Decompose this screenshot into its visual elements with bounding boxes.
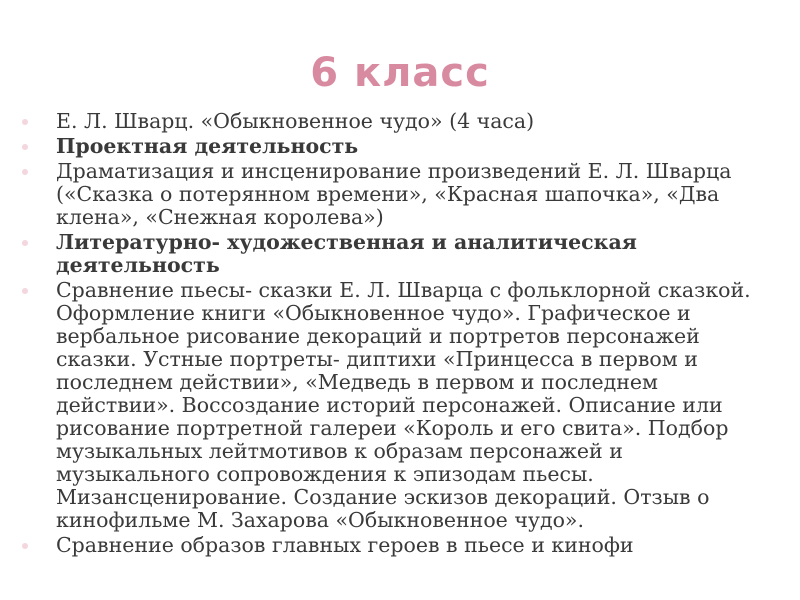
list-item bbox=[20, 279, 780, 532]
list-item bbox=[20, 534, 780, 557]
list-item-text: Сравнение образов главных героев в пьесе и кинофи bbox=[56, 533, 634, 557]
list-item-text: Е. Л. Шварц. «Обыкновенное чудо» (4 часа) bbox=[56, 109, 535, 133]
bullet-dot-icon bbox=[22, 119, 28, 125]
bullet-dot-icon bbox=[22, 543, 28, 549]
list-item-heading bbox=[20, 231, 780, 277]
list-item-text: Сравнение пьесы- сказки Е. Л. Шварца с фольклорной сказкой. Оформление книги «Обыкновенное чудо». Графическое и вербальное рисование декораций и портретов персонажей сказки. Устные портреты- диптихи «Принцесса в первом и последнем действии», «Медведь в первом и последнем действии». Воссоздание историй персонажей. Описание или рисование портретной галереи «Король и его свита». Подбор музыкальных лейтмотивов к образам персонажей и музыкального сопровождения к эпизодам пьесы. Мизансценирование. Создание эскизов декораций. Отзыв о кинофильме М. Захарова «Обыкновенное чудо». bbox=[56, 278, 751, 532]
bullet-dot-icon bbox=[22, 288, 28, 294]
bullet-list bbox=[20, 110, 780, 559]
list-item bbox=[20, 160, 780, 229]
bullet-dot-icon bbox=[22, 240, 28, 246]
bullet-dot-icon bbox=[22, 169, 28, 175]
list-item bbox=[20, 110, 780, 133]
list-item-text: Драматизация и инсценирование произведений Е. Л. Шварца («Сказка о потерянном времени», «Красная шапочка», «Два клена», «Снежная королева») bbox=[56, 159, 732, 229]
list-item-text: Литературно- художественная и аналитическая деятельность bbox=[56, 230, 637, 277]
list-item-text: Проектная деятельность bbox=[56, 134, 359, 158]
slide-title: 6 класс bbox=[310, 50, 490, 96]
bullet-dot-icon bbox=[22, 144, 28, 150]
list-item-heading bbox=[20, 135, 780, 158]
